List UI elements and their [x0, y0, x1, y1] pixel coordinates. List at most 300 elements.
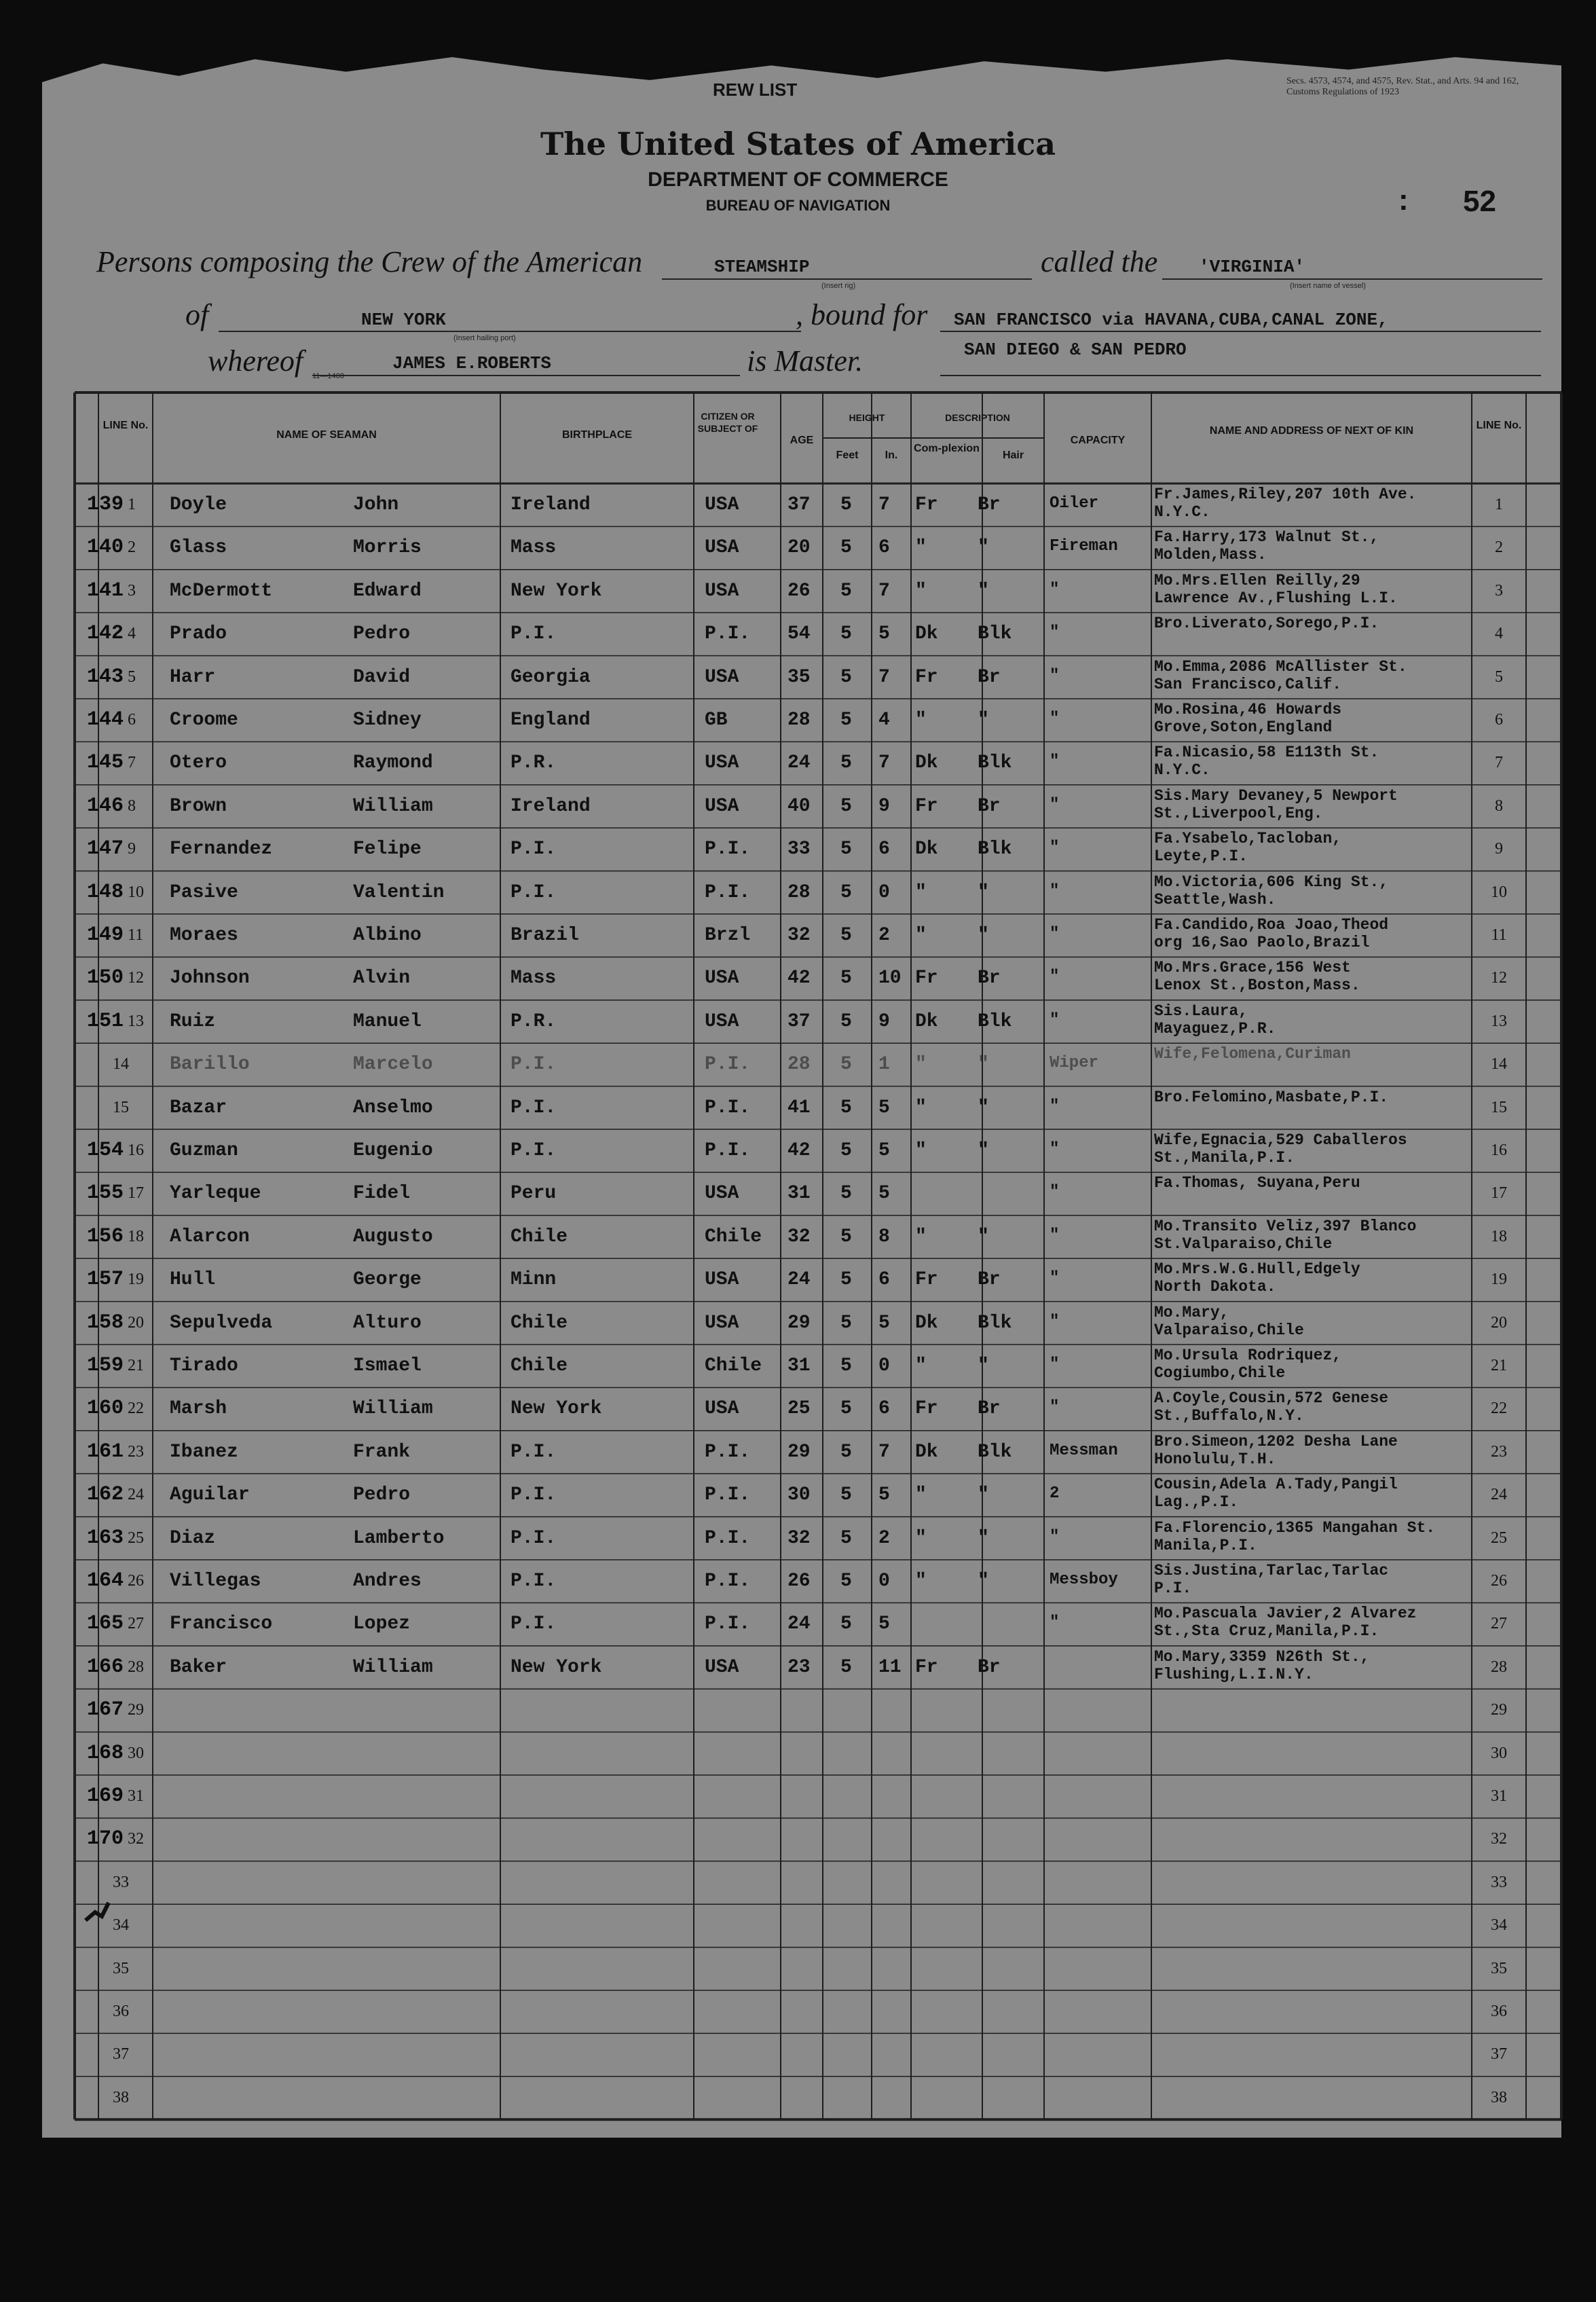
row-birthplace: Georgia [511, 666, 591, 688]
line-number: 37 [113, 2045, 129, 2064]
row-hair: " [978, 881, 989, 903]
row-kin-line-2: Grove,Soton,England [1154, 718, 1333, 736]
row-surname: Guzman [170, 1140, 238, 1161]
row-citizen: P.I. [705, 1054, 751, 1076]
row-hair: " [978, 710, 989, 731]
row-age: 54 [787, 623, 811, 645]
row-feet: 5 [840, 1226, 852, 1247]
row-complexion: Dk [915, 1312, 938, 1334]
row-inches: 6 [878, 1398, 890, 1420]
row-feet: 5 [840, 795, 852, 817]
line-number: 5 [128, 668, 136, 686]
line-number: 4 [128, 625, 136, 643]
line-number-right: 22 [1491, 1400, 1507, 1418]
row-kin-line-2: Cogiumbo,Chile [1154, 1364, 1286, 1382]
row-kin-line-1: Fa.Ysabelo,Tacloban, [1154, 830, 1342, 848]
row-feet: 5 [840, 1054, 852, 1076]
row-feet: 5 [840, 881, 852, 903]
is-master-phrase: is Master. [747, 344, 864, 378]
header-feet: Feet [836, 450, 859, 461]
row-kin-line-1: Mo.Mrs.W.G.Hull,Edgely [1154, 1260, 1360, 1279]
header-line-no: LINE No. [103, 420, 149, 431]
row-birthplace: P.I. [511, 1097, 557, 1118]
row-age: 26 [787, 580, 811, 602]
row-age: 24 [787, 1613, 811, 1635]
row-kin-line-1: Sis.Mary Devaney,5 Newport [1154, 786, 1398, 805]
row-complexion: Dk [915, 623, 938, 645]
row-hair: " [978, 925, 989, 946]
row-citizen: P.I. [705, 1484, 751, 1506]
row-inches: 5 [878, 1140, 890, 1161]
row-given: George [353, 1269, 422, 1291]
row-citizen: P.I. [705, 1140, 751, 1161]
row-feet: 5 [840, 1398, 852, 1420]
row-capacity: " [1050, 623, 1060, 642]
header-name: NAME OF SEAMAN [276, 429, 377, 441]
row-age: 40 [787, 795, 811, 817]
row-given: Felipe [353, 839, 422, 860]
row-capacity: " [1050, 1398, 1060, 1417]
row-surname: Doyle [170, 494, 227, 515]
row-citizen: USA [705, 1269, 739, 1291]
row-birthplace: P.I. [511, 1527, 557, 1549]
line-number-right: 23 [1491, 1442, 1507, 1461]
row-age: 29 [787, 1312, 811, 1334]
row-complexion: " [915, 1527, 927, 1549]
row-kin-line-1: Fr.James,Riley,207 10th Ave. [1154, 486, 1417, 503]
row-inches: 5 [878, 1613, 890, 1635]
line-number-right: 11 [1491, 926, 1507, 944]
row-kin-line-1: Bro.Felomino,Masbate,P.I. [1154, 1088, 1389, 1106]
row-birthplace: Chile [511, 1355, 568, 1376]
row-kin-line-1: Mo.Rosina,46 Howards [1154, 701, 1342, 718]
pre-number: 158 [87, 1311, 124, 1334]
row-age: 42 [787, 968, 811, 989]
row-citizen: USA [705, 580, 739, 602]
row-surname: Moraes [170, 925, 238, 946]
page-title: The United States of America [540, 126, 1056, 162]
row-birthplace: P.I. [511, 1571, 557, 1592]
line-number-right: 4 [1495, 625, 1503, 643]
row-inches: 7 [878, 494, 890, 515]
line-number-right: 36 [1491, 2003, 1507, 2020]
row-kin-line-2: org 16,Sao Paolo,Brazil [1154, 934, 1370, 951]
line-number: 29 [128, 1701, 144, 1719]
hailing-port: NEW YORK [361, 310, 446, 330]
row-citizen: USA [705, 1656, 739, 1678]
row-kin-line-1: Wife,Egnacia,529 Caballeros [1154, 1131, 1407, 1149]
row-complexion: Dk [915, 752, 938, 774]
line-number: 24 [128, 1486, 144, 1504]
pre-number: 154 [87, 1139, 124, 1162]
row-age: 23 [787, 1656, 811, 1678]
row-complexion: Dk [915, 839, 938, 860]
row-given: Pedro [353, 623, 411, 645]
row-kin-line-2: St.,Buffalo,N.Y. [1154, 1407, 1304, 1425]
row-kin-line-1: Mo.Mrs.Grace,156 West [1154, 959, 1351, 977]
row-inches: 0 [878, 1571, 890, 1592]
row-surname: Glass [170, 537, 227, 559]
row-capacity: " [1050, 839, 1060, 858]
row-citizen: P.I. [705, 1097, 751, 1118]
pre-number: 139 [87, 493, 124, 516]
row-age: 25 [787, 1398, 811, 1420]
pre-number: 165 [87, 1612, 124, 1636]
row-kin-line-2: St.,Sta Cruz,Manila,P.I. [1154, 1622, 1379, 1641]
row-feet: 5 [840, 1010, 852, 1032]
row-complexion: " [915, 710, 927, 731]
row-birthplace: Brazil [511, 925, 579, 946]
row-kin-line-1: Mo.Mary, [1154, 1303, 1229, 1321]
row-complexion: " [915, 580, 927, 602]
row-kin-line-1: Fa.Florencio,1365 Mangahan St. [1154, 1518, 1436, 1537]
row-kin-line-1: Mo.Mary,3359 N26th St., [1154, 1647, 1370, 1666]
row-complexion: Fr [915, 1656, 938, 1678]
rig-value: STEAMSHIP [714, 257, 810, 277]
row-kin-line-2: P.I. [1154, 1579, 1192, 1597]
row-age: 26 [787, 1571, 811, 1592]
line-number-right: 17 [1491, 1184, 1507, 1203]
header-capacity: CAPACITY [1070, 435, 1126, 446]
line-number: 16 [128, 1141, 144, 1159]
pre-number: 149 [87, 924, 124, 947]
line-number: 14 [113, 1055, 129, 1074]
row-birthplace: P.I. [511, 839, 557, 860]
master-name: JAMES E.ROBERTS [392, 353, 552, 373]
row-citizen: USA [705, 752, 739, 774]
row-kin-line-2: Flushing,L.I.N.Y. [1154, 1665, 1314, 1683]
row-hair: Blk [978, 623, 1012, 645]
row-hair: " [978, 1097, 989, 1118]
row-age: 41 [787, 1097, 811, 1118]
row-given: Edward [353, 580, 422, 602]
row-capacity: Fireman [1050, 537, 1118, 556]
line-number: 31 [128, 1787, 144, 1805]
line-number: 25 [128, 1529, 144, 1547]
row-kin-line-1: Mo.Victoria,606 King St., [1154, 873, 1389, 891]
row-age: 37 [787, 494, 811, 515]
row-inches: 5 [878, 1183, 890, 1205]
sheet-number: 52 [1463, 185, 1496, 218]
row-age: 29 [787, 1441, 811, 1463]
row-age: 20 [787, 537, 811, 559]
row-age: 35 [787, 666, 811, 688]
row-citizen: Chile [705, 1355, 762, 1376]
row-capacity: " [1050, 1355, 1060, 1374]
pre-number: 150 [87, 966, 124, 990]
pre-number: 163 [87, 1526, 124, 1550]
row-surname: Barillo [170, 1054, 250, 1076]
line-number-right: 2 [1495, 538, 1503, 557]
pre-number: 159 [87, 1354, 124, 1377]
row-hair: Br [978, 968, 1001, 989]
row-kin-line-1: Sis.Justina,Tarlac,Tarlac [1154, 1562, 1389, 1579]
row-hair: " [978, 1140, 989, 1161]
row-citizen: USA [705, 968, 739, 989]
row-feet: 5 [840, 1312, 852, 1334]
pre-number: 144 [87, 708, 124, 731]
row-kin-line-1: A.Coyle,Cousin,572 Genese [1154, 1389, 1389, 1408]
row-feet: 5 [840, 710, 852, 731]
row-birthplace: Mass [511, 968, 557, 989]
row-citizen: P.I. [705, 1571, 751, 1592]
row-inches: 9 [878, 795, 890, 817]
line-number: 26 [128, 1572, 144, 1590]
row-given: Sidney [353, 710, 422, 731]
row-citizen: P.I. [705, 1527, 751, 1549]
row-age: 31 [787, 1355, 811, 1376]
line-number: 8 [128, 797, 136, 815]
line-number: 6 [128, 711, 136, 729]
whereof-phrase: whereof [208, 344, 303, 378]
row-given: Lamberto [353, 1527, 445, 1549]
pre-number: 166 [87, 1655, 124, 1679]
row-age: 32 [787, 1527, 811, 1549]
pre-number: 145 [87, 751, 124, 775]
row-surname: McDermott [170, 580, 273, 602]
row-kin-line-2: San Francisco,Calif. [1154, 675, 1342, 693]
bureau-name: BUREAU OF NAVIGATION [705, 197, 891, 214]
row-hair: " [978, 1054, 989, 1076]
row-birthplace: England [511, 710, 591, 731]
row-hair: Br [978, 795, 1001, 817]
line-number: 12 [128, 969, 144, 987]
row-capacity: " [1050, 1226, 1060, 1245]
header-age: AGE [790, 435, 814, 446]
row-capacity: " [1050, 1312, 1060, 1331]
row-inches: 4 [878, 710, 890, 731]
row-capacity: " [1050, 666, 1060, 685]
row-capacity: " [1050, 1527, 1060, 1546]
line-number: 28 [128, 1658, 144, 1676]
row-feet: 5 [840, 925, 852, 946]
row-complexion: " [915, 1571, 927, 1592]
row-kin-line-2: Molden,Mass. [1154, 546, 1267, 564]
row-kin-line-1: Mo.Emma,2086 McAllister St. [1154, 657, 1407, 676]
row-hair: Blk [978, 1441, 1012, 1463]
line-number: 18 [128, 1227, 144, 1245]
row-citizen: USA [705, 666, 739, 688]
row-inches: 7 [878, 752, 890, 774]
row-kin-line-2: North Dakota. [1154, 1278, 1276, 1296]
row-inches: 10 [878, 968, 902, 989]
row-hair: Blk [978, 1010, 1012, 1032]
row-surname: Fernandez [170, 839, 273, 860]
row-inches: 11 [878, 1656, 902, 1678]
row-given: Eugenio [353, 1140, 433, 1161]
row-age: 28 [787, 881, 811, 903]
row-birthplace: New York [511, 1656, 602, 1678]
row-complexion: " [915, 1484, 927, 1506]
row-surname: Villegas [170, 1571, 261, 1592]
row-surname: Alarcon [170, 1226, 250, 1247]
row-inches: 5 [878, 623, 890, 645]
row-hair: " [978, 537, 989, 559]
row-inches: 0 [878, 881, 890, 903]
row-surname: Yarleque [170, 1183, 261, 1205]
row-feet: 5 [840, 666, 852, 688]
row-hair: Br [978, 1398, 1001, 1420]
pre-number: 164 [87, 1569, 124, 1592]
row-birthplace: Ireland [511, 795, 591, 817]
row-birthplace: P.I. [511, 623, 557, 645]
row-kin-line-2: Leyte,P.I. [1154, 847, 1248, 866]
row-feet: 5 [840, 1140, 852, 1161]
header-complexion: Com-plexion [914, 443, 980, 454]
row-given: Ismael [353, 1355, 422, 1376]
header-height: HEIGHT [849, 412, 885, 423]
header-birthplace: BIRTHPLACE [561, 429, 633, 441]
row-birthplace: Mass [511, 537, 557, 559]
row-inches: 5 [878, 1484, 890, 1506]
row-complexion: " [915, 537, 927, 559]
row-complexion: Fr [915, 1269, 938, 1291]
row-hair: Br [978, 666, 1001, 688]
row-given: Frank [353, 1441, 411, 1463]
row-capacity: " [1050, 580, 1060, 599]
line-number-right: 15 [1491, 1098, 1507, 1116]
row-age: 37 [787, 1010, 811, 1032]
row-hair: " [978, 1484, 989, 1506]
row-complexion: Dk [915, 1010, 938, 1032]
row-hair: " [978, 580, 989, 602]
row-given: William [353, 795, 433, 817]
row-surname: Harr [170, 666, 216, 688]
line-number-right: 37 [1491, 2045, 1507, 2064]
row-surname: Otero [170, 752, 227, 774]
row-kin-line-2: Mayaguez,P.R. [1154, 1019, 1276, 1038]
row-birthplace: New York [511, 1398, 602, 1420]
row-given: Marcelo [353, 1054, 433, 1076]
row-age: 31 [787, 1183, 811, 1205]
row-given: Raymond [353, 752, 433, 774]
row-hair: " [978, 1355, 989, 1376]
row-surname: Brown [170, 795, 227, 817]
pre-number: 169 [87, 1785, 124, 1808]
row-kin-line-1: Bro.Liverato,Sorego,P.I. [1154, 615, 1379, 633]
row-inches: 7 [878, 580, 890, 602]
row-capacity: " [1050, 1010, 1060, 1029]
row-surname: Baker [170, 1656, 227, 1678]
called-the-phrase: called the [1041, 245, 1158, 278]
of-phrase: of [185, 298, 209, 331]
row-feet: 5 [840, 1269, 852, 1291]
row-surname: Johnson [170, 968, 250, 989]
row-inches: 0 [878, 1355, 890, 1376]
row-citizen: USA [705, 1010, 739, 1032]
row-complexion: Fr [915, 1398, 938, 1420]
pre-number: 146 [87, 794, 124, 818]
row-citizen: P.I. [705, 1441, 751, 1463]
line-number: 21 [128, 1357, 144, 1374]
row-inches: 1 [878, 1054, 890, 1076]
row-citizen: USA [705, 494, 739, 515]
row-surname: Sepulveda [170, 1312, 273, 1334]
row-age: 32 [787, 1226, 811, 1247]
pre-number: 167 [87, 1698, 124, 1722]
line-number-right: 12 [1491, 969, 1507, 987]
line-number-right: 3 [1495, 581, 1503, 600]
row-kin-line-2: Seattle,Wash. [1154, 890, 1276, 909]
pre-number: 157 [87, 1268, 124, 1292]
row-birthplace: Minn [511, 1269, 557, 1291]
row-given: Fidel [353, 1183, 411, 1205]
row-given: Manuel [353, 1010, 422, 1032]
line-number: 30 [128, 1744, 144, 1762]
line-number: 11 [128, 926, 144, 944]
row-birthplace: Chile [511, 1312, 568, 1334]
row-hair: Blk [978, 752, 1012, 774]
line-number-right: 35 [1491, 1959, 1507, 1977]
pre-number: 151 [87, 1009, 124, 1033]
header-citizen: CITIZEN OR SUBJECT OF [697, 411, 758, 434]
row-surname: Diaz [170, 1527, 216, 1549]
row-kin-line-2: Honolulu,T.H. [1154, 1450, 1276, 1468]
row-kin-line-1: Fa.Candido,Roa Joao,Theod [1154, 916, 1389, 934]
row-complexion: " [915, 925, 927, 946]
row-kin-line-1: Mo.Pascuala Javier,2 Alvarez [1154, 1605, 1417, 1623]
line-number-right: 34 [1491, 1916, 1507, 1935]
vessel-hint: (Insert name of vessel) [1290, 282, 1366, 290]
row-given: David [353, 666, 411, 688]
row-age: 28 [787, 710, 811, 731]
line-number-right: 21 [1491, 1357, 1507, 1374]
row-complexion: " [915, 1355, 927, 1376]
row-feet: 5 [840, 968, 852, 989]
row-kin-line-2: N.Y.C. [1154, 503, 1210, 521]
row-feet: 5 [840, 839, 852, 860]
row-kin-line-2: Lenox St.,Boston,Mass. [1154, 976, 1360, 995]
row-age: 32 [787, 925, 811, 946]
row-citizen: Chile [705, 1226, 762, 1247]
row-feet: 5 [840, 1656, 852, 1678]
pre-number: 168 [87, 1741, 124, 1765]
line-number-right: 28 [1491, 1658, 1507, 1676]
row-inches: 5 [878, 1097, 890, 1118]
row-birthplace: Peru [511, 1183, 557, 1205]
row-citizen: GB [705, 710, 728, 731]
row-kin-line-1: Fa.Thomas, Suyana,Peru [1154, 1174, 1360, 1192]
row-kin-line-1: Bro.Simeon,1202 Desha Lane [1154, 1432, 1398, 1450]
line-number-right: 20 [1491, 1313, 1507, 1332]
line-number-right: 33 [1491, 1873, 1507, 1891]
header-inches: In. [885, 450, 898, 461]
row-capacity: Messboy [1050, 1571, 1118, 1589]
line-number-right: 10 [1491, 883, 1507, 901]
row-age: 30 [787, 1484, 811, 1506]
row-kin-line-1: Sis.Laura, [1154, 1002, 1248, 1020]
row-feet: 5 [840, 1097, 852, 1118]
row-feet: 5 [840, 623, 852, 645]
line-number: 9 [128, 840, 136, 858]
crew-list-heading: REW LIST [713, 79, 798, 100]
pre-number: 140 [87, 536, 124, 560]
row-feet: 5 [840, 1571, 852, 1592]
line-number-right: 8 [1495, 797, 1503, 815]
persons-phrase: Persons composing the Crew of the American [96, 245, 643, 278]
line-number-right: 25 [1491, 1529, 1507, 1547]
pre-number: 141 [87, 579, 124, 602]
row-kin-line-1: Wife,Felomena,Curiman [1154, 1045, 1351, 1063]
row-kin-line-2: St.Valparaiso,Chile [1154, 1235, 1333, 1253]
row-capacity: " [1050, 925, 1060, 943]
row-birthplace: P.I. [511, 1441, 557, 1463]
row-kin-line-2: St.,Liverpool,Eng. [1154, 804, 1323, 822]
line-number: 19 [128, 1271, 144, 1289]
department-name: DEPARTMENT OF COMMERCE [648, 168, 948, 191]
line-number: 34 [113, 1916, 129, 1935]
row-hair: Br [978, 494, 1001, 515]
